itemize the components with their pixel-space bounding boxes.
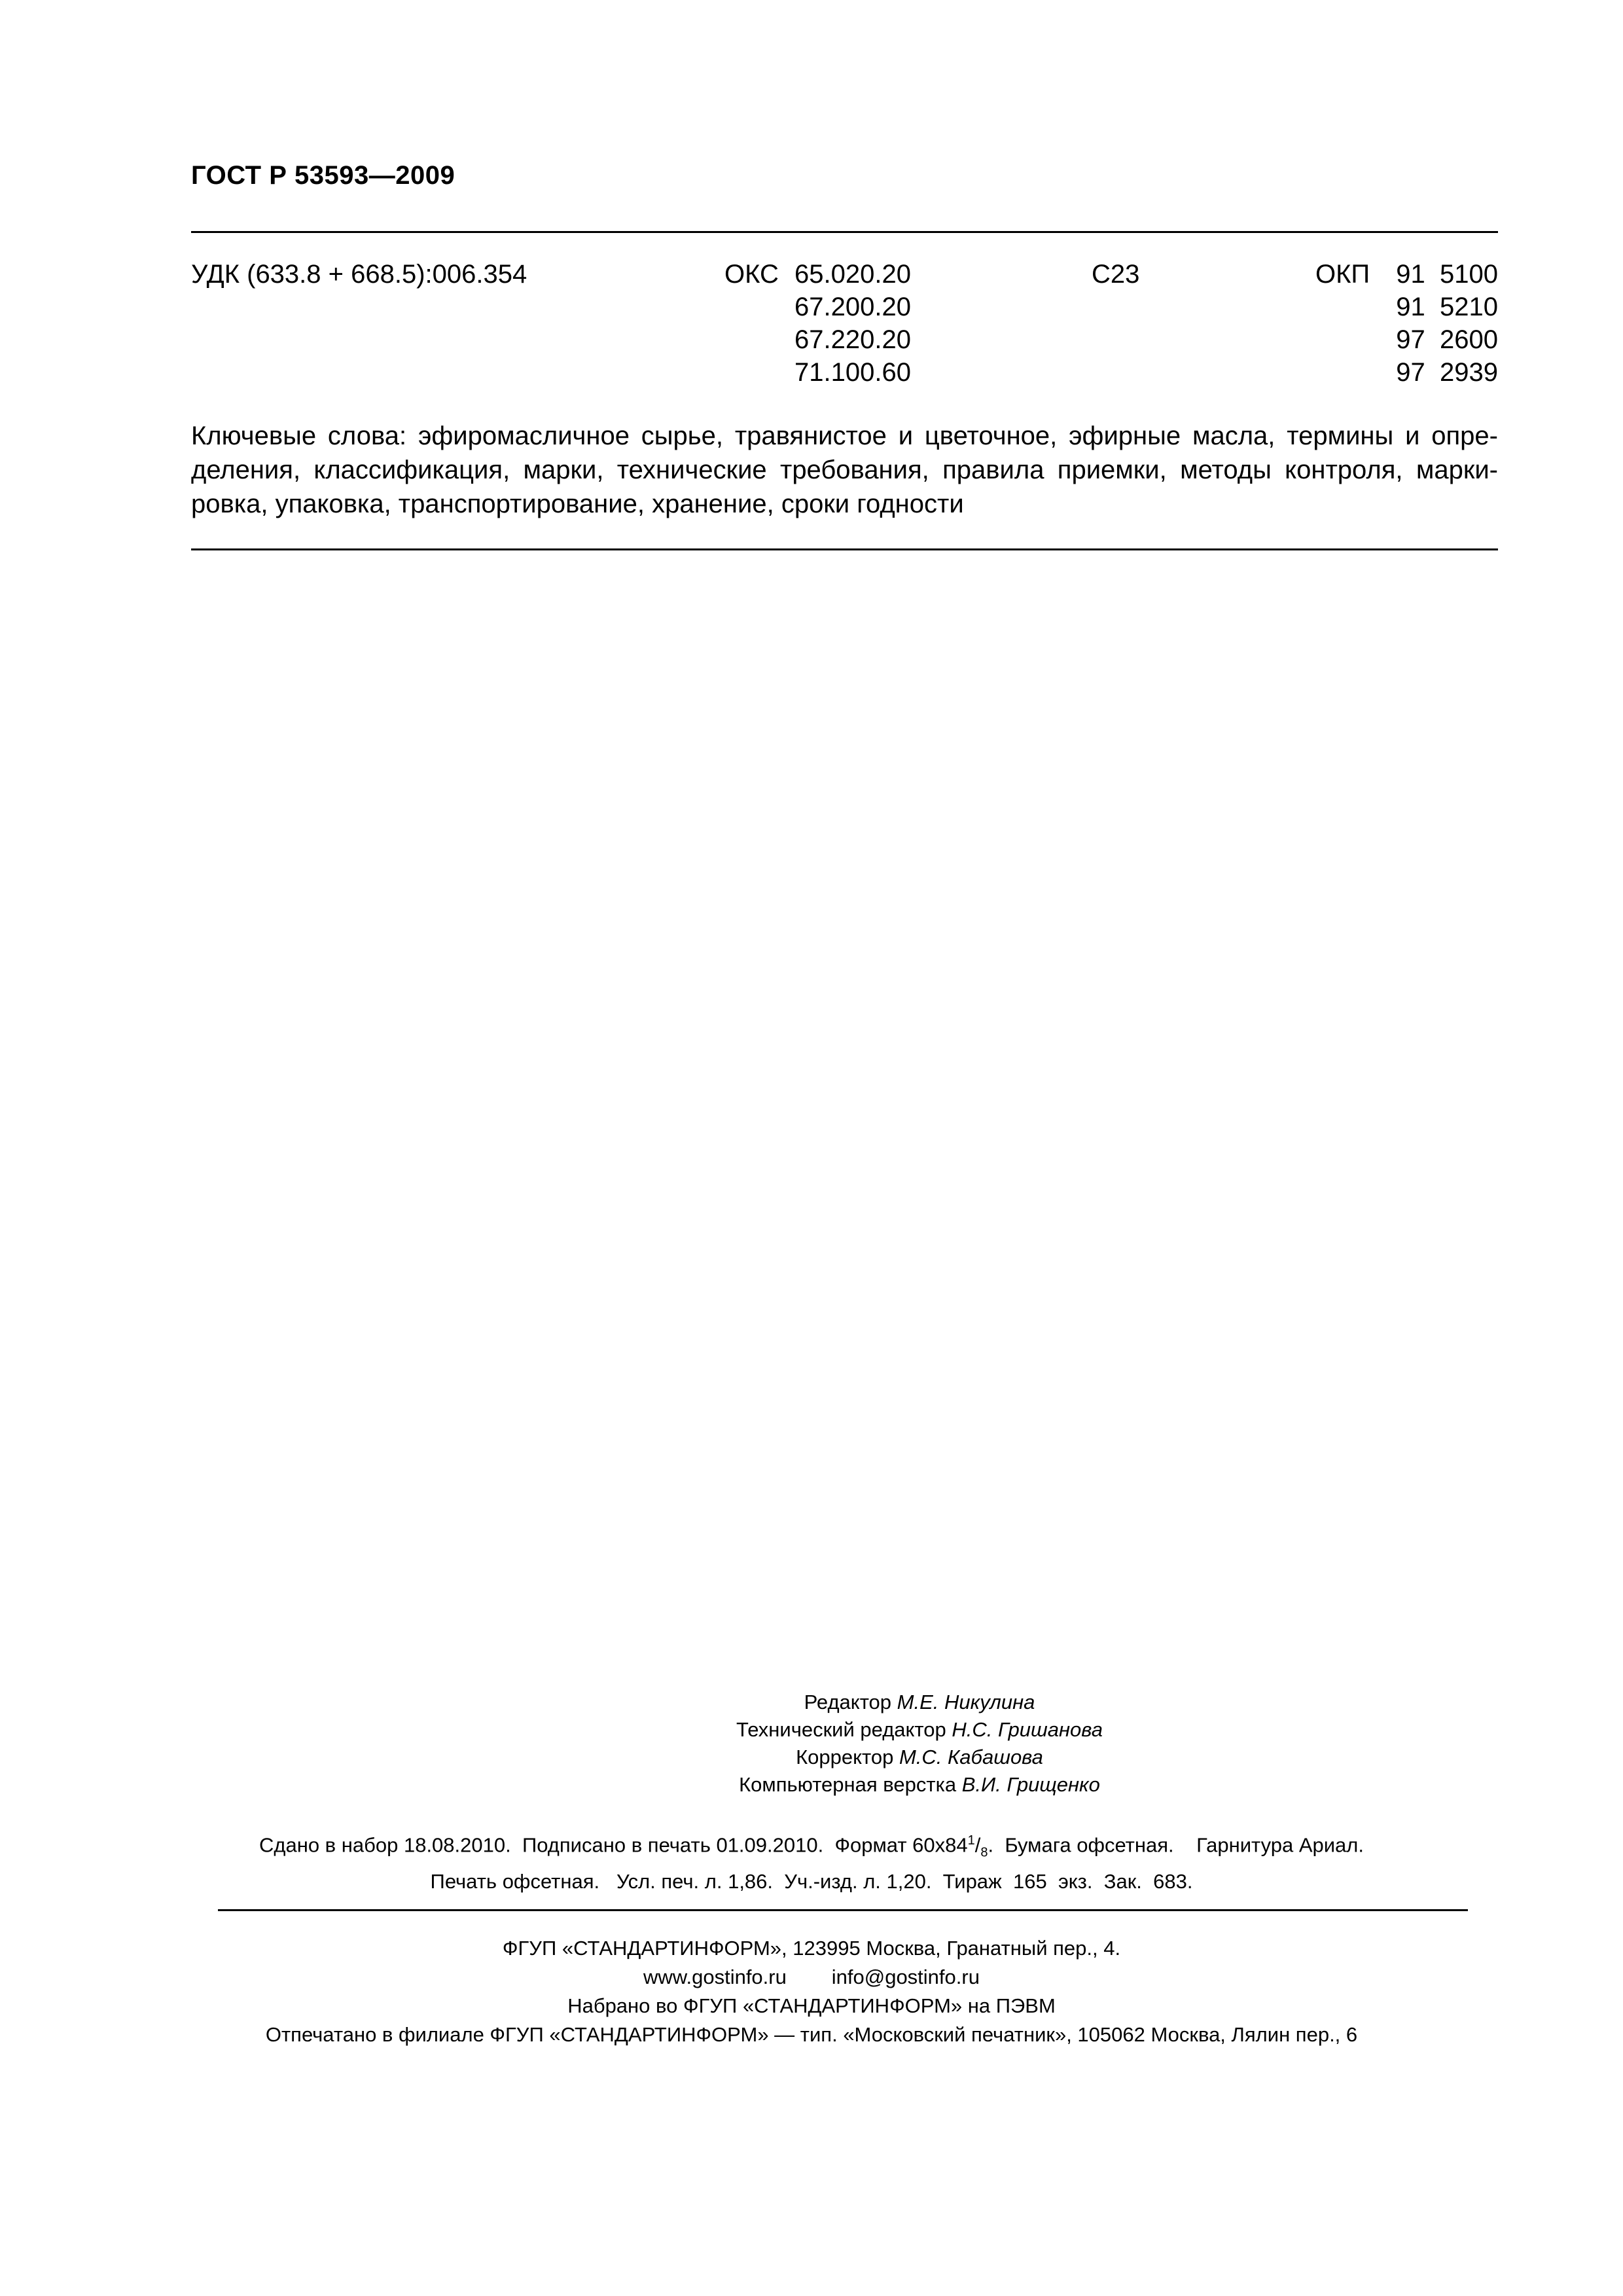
publisher-info [0, 1934, 1623, 2049]
print-info-text: . Бумага офсетная. Гарнитура Ариал. [988, 1833, 1364, 1857]
staff-name: Н.С. Гришанова [952, 1718, 1103, 1741]
staff-name: М.Е. Никулина [897, 1691, 1035, 1713]
udk-code: УДК (633.8 + 668.5):006.354 [191, 260, 527, 289]
oks-label: ОКС [724, 260, 779, 289]
okp-label: ОКП [1315, 260, 1370, 289]
staff-row [0, 1689, 1623, 1716]
staff-name: В.И. Грищенко [961, 1773, 1100, 1796]
staff-role: Редактор [804, 1691, 897, 1713]
print-info-line: Печать офсетная. Усл. печ. л. 1,86. Уч.-изд. л. 1,20. Тираж 165 экз. Зак. 683. [430, 1869, 1193, 1893]
okp-code: 97 2939 [1396, 358, 1498, 387]
staff-row [0, 1716, 1623, 1744]
okp-code: 91 5210 [1396, 293, 1498, 321]
publisher-line: Отпечатано в филиале ФГУП «СТАНДАРТИНФОРМ» — тип. «Московский печатник», 105062 Москва, Лялин пер., 6 [265, 2023, 1358, 2046]
staff-credits [0, 1689, 1623, 1799]
keywords-line: Ключевые слова: эфиромасличное сырье, травянистое и цветочное, эфирные масла, термины и опре- [191, 422, 1498, 450]
staff-role: Технический редактор [736, 1718, 952, 1741]
oks-code: 71.100.60 [794, 358, 911, 387]
document-id: ГОСТ Р 53593—2009 [191, 161, 455, 190]
group-code: С23 [1092, 260, 1140, 289]
keywords-line: ровка, упаковка, транспортирование, хранение, сроки годности [191, 490, 964, 518]
staff-role: Корректор [796, 1746, 899, 1768]
oks-code: 65.020.20 [794, 260, 911, 289]
keywords-divider [191, 548, 1498, 550]
staff-name: М.С. Кабашова [899, 1746, 1043, 1768]
staff-row [0, 1744, 1623, 1771]
format-fraction-denominator: 8 [980, 1845, 988, 1860]
print-info [0, 1826, 1623, 1896]
okp-code: 97 2600 [1396, 325, 1498, 354]
print-info-text: Сдано в набор 18.08.2010. Подписано в печать 01.09.2010. Формат 60х84 [259, 1833, 968, 1857]
publisher-line: Набрано во ФГУП «СТАНДАРТИНФОРМ» на ПЭВМ [567, 1994, 1056, 2017]
okp-code: 91 5100 [1396, 260, 1498, 289]
staff-row [0, 1771, 1623, 1799]
staff-role: Компьютерная верстка [739, 1773, 962, 1796]
format-fraction-numerator: 1 [967, 1833, 975, 1848]
print-info-line: Сдано в набор 18.08.2010. Подписано в печать 01.09.2010. Формат $60х84^1/_8$. Бумага офсетная. Гарнитура Ариал. [259, 1833, 1364, 1860]
oks-code: 67.200.20 [794, 293, 911, 321]
keywords-paragraph [191, 419, 1498, 521]
keywords-line: деления, классификация, марки, технические требования, правила приемки, методы контроля, марки- [191, 456, 1498, 484]
colophon-divider [218, 1909, 1468, 1911]
top-divider [191, 231, 1498, 233]
publisher-contacts: www.gostinfo.ru info@gostinfo.ru [643, 1965, 980, 1988]
oks-code: 67.220.20 [794, 325, 911, 354]
okp-code-list [1396, 258, 1498, 389]
publisher-line: ФГУП «СТАНДАРТИНФОРМ», 123995 Москва, Гранатный пер., 4. [502, 1937, 1121, 1960]
oks-code-list [794, 258, 911, 389]
